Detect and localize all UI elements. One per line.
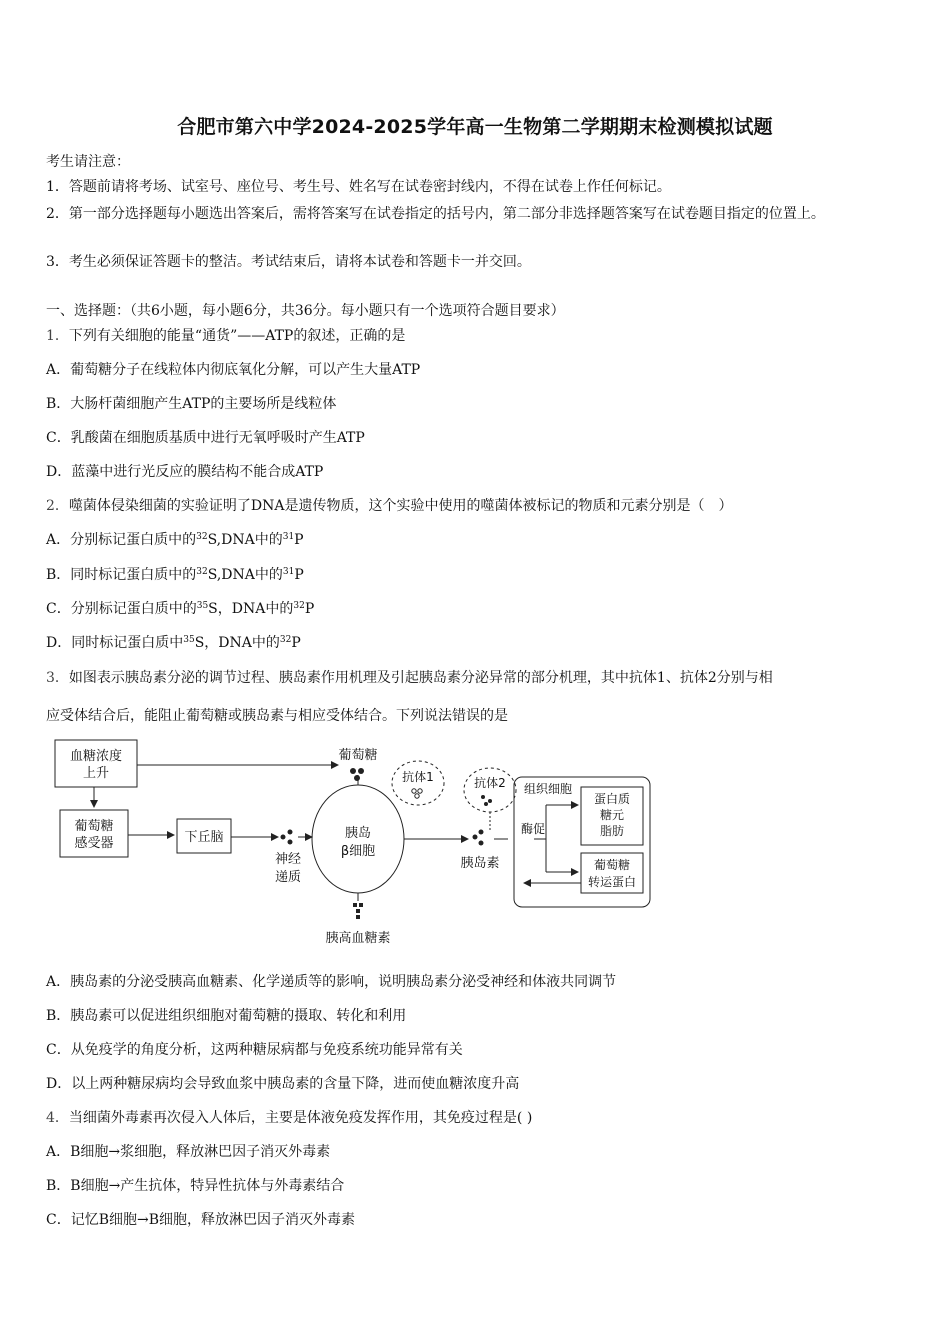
option-c: C．乳酸菌在细胞质基质中进行无氧呼吸时产生ATP — [46, 430, 365, 446]
notice-item: 1．答题前请将考场、试室号、座位号、考生号、姓名写在试卷密封线内，不得在试卷上作任何标记。 — [46, 179, 671, 195]
page-title: 合肥市第六中学2024-2025学年高一生物第二学期期末检测模拟试题 — [177, 116, 773, 138]
option-b: B．B细胞→产生抗体，特异性抗体与外毒素结合 — [46, 1178, 345, 1194]
section-heading: 一、选择题：（共6小题，每小题6分，共36分。每小题只有一个选项符合题目要求） — [46, 303, 565, 319]
question-stem: 噬菌体侵染细菌的实验证明了DNA是遗传物质，这个实验中使用的噬菌体被标记的物质和元素分别是（ ） — [68, 498, 733, 514]
option-a: A．葡萄糖分子在线粒体内彻底氧化分解，可以产生大量ATP — [46, 362, 421, 378]
notice-heading: 考生请注意： — [46, 154, 130, 170]
label-insulin: 胰岛素 — [460, 856, 500, 871]
option-d: D．同时标记蛋白质中$^{35}$S，DNA中的$^{32}$P — [46, 635, 301, 651]
notice-item: 3．考生必须保证答题卡的整洁。考试结束后，请将本试卷和答题卡一并交回。 — [46, 254, 531, 270]
option-b: B．同时标记蛋白质中的$^{32}$S,DNA中的$^{31}$P — [46, 567, 304, 583]
option-a: A．B细胞→浆细胞，释放淋巴因子消灭外毒素 — [46, 1144, 331, 1160]
label-blood-sugar-1: 血糖浓度 — [69, 749, 123, 764]
option-c: C．从免疫学的角度分析，这两种糖尿病都与免疫系统功能异常有关 — [46, 1042, 463, 1058]
label-blood-sugar-2: 上升 — [82, 766, 110, 781]
label-receptor-2: 感受器 — [74, 836, 114, 851]
question-number: 2． — [46, 498, 69, 514]
label-promote: 酶促 — [520, 822, 546, 836]
label-beta-cell-2: β细胞 — [340, 844, 376, 859]
label-tissue-cell: 组织细胞 — [523, 782, 573, 796]
label-glucagon: 胰高血糖素 — [325, 931, 391, 946]
question-4 — [46, 1108, 532, 1128]
notice-item: 2．第一部分选择题每小题选出答案后，需将答案写在试卷指定的括号内，第二部分非选择题答案写在试卷题目指定的位置上。 — [46, 206, 825, 222]
label-neurotransmitter-1: 神经 — [274, 852, 302, 867]
option-c: C．分别标记蛋白质中的$^{35}$S，DNA中的$^{32}$P — [46, 601, 315, 617]
question-2 — [46, 496, 733, 516]
question-stem-continued: 应受体结合后，能阻止葡萄糖或胰岛素与相应受体结合。下列说法错误的是 — [46, 708, 508, 724]
label-receptor-1: 葡萄糖 — [74, 819, 114, 834]
insulin-regulation-diagram — [50, 735, 660, 950]
label-product-glycogen: 糖元 — [599, 808, 625, 822]
question-number: 1． — [46, 328, 69, 344]
option-d: D．以上两种糖尿病均会导致血浆中胰岛素的含量下降，进而使血糖浓度升高 — [46, 1076, 520, 1092]
question-stem: 下列有关细胞的能量“通货”——ATP的叙述，正确的是 — [68, 328, 406, 344]
question-stem: 如图表示胰岛素分泌的调节过程、胰岛素作用机理及引起胰岛素分泌异常的部分机理，其中抗体1、抗体2分别与相 — [68, 670, 773, 686]
option-b: B．胰岛素可以促进组织细胞对葡萄糖的摄取、转化和利用 — [46, 1008, 407, 1024]
question-1 — [46, 326, 405, 346]
label-glucose-top: 葡萄糖 — [338, 748, 378, 763]
option-a: A．分别标记蛋白质中的$^{32}$S,DNA中的$^{31}$P — [46, 532, 304, 548]
label-beta-cell-1: 胰岛 — [344, 826, 372, 841]
label-product-fat: 脂肪 — [599, 824, 625, 838]
question-stem: 当细菌外毒素再次侵入人体后，主要是体液免疫发挥作用，其免疫过程是( ) — [68, 1110, 533, 1126]
label-hypothalamus: 下丘脑 — [184, 830, 224, 845]
label-neurotransmitter-2: 递质 — [274, 870, 302, 885]
option-d: D．蓝藻中进行光反应的膜结构不能合成ATP — [46, 464, 324, 480]
option-a: A．胰岛素的分泌受胰高血糖素、化学递质等的影响，说明胰岛素分泌受神经和体液共同调节 — [46, 974, 617, 990]
label-antibody1: 抗体1 — [402, 770, 434, 784]
question-number: 4． — [46, 1110, 69, 1126]
label-transporter-2: 转运蛋白 — [587, 875, 637, 889]
question-3 — [46, 668, 773, 688]
antibody2-ellipse — [464, 768, 516, 812]
option-b: B．大肠杆菌细胞产生ATP的主要场所是线粒体 — [46, 396, 337, 412]
question-number: 3． — [46, 670, 69, 686]
label-antibody2: 抗体2 — [474, 776, 506, 790]
label-transporter-1: 葡萄糖 — [593, 858, 631, 872]
option-c: C．记忆B细胞→B细胞，释放淋巴因子消灭外毒素 — [46, 1212, 356, 1228]
label-product-protein: 蛋白质 — [593, 792, 631, 806]
